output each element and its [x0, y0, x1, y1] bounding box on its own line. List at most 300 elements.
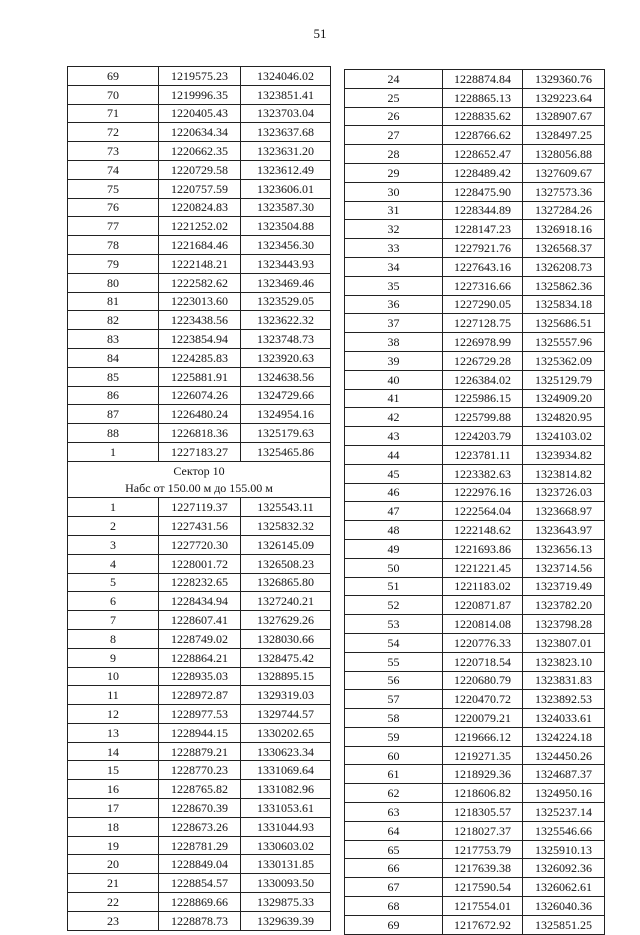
- table-row: [345, 502, 605, 521]
- x-coordinate-cell: 1228770.23: [159, 761, 241, 780]
- point-number-cell: 68: [345, 897, 443, 916]
- point-number-cell: 50: [345, 558, 443, 577]
- table-row: [68, 67, 331, 86]
- y-coordinate-cell: 1328907.67: [523, 107, 605, 126]
- point-number-cell: 25: [345, 88, 443, 107]
- point-number-cell: 44: [345, 445, 443, 464]
- table-row: [68, 592, 331, 611]
- point-number-cell: 39: [345, 351, 443, 370]
- x-coordinate-cell: 1220680.79: [443, 671, 523, 690]
- point-number-cell: 80: [68, 273, 159, 292]
- x-coordinate-cell: 1219666.12: [443, 727, 523, 746]
- table-row: [68, 761, 331, 780]
- x-coordinate-cell: 1225881.91: [159, 367, 241, 386]
- point-number-cell: 35: [345, 276, 443, 295]
- y-coordinate-cell: 1331069.64: [241, 761, 331, 780]
- table-row: [68, 629, 331, 648]
- x-coordinate-cell: 1228849.04: [159, 855, 241, 874]
- point-number-cell: 1: [68, 498, 159, 517]
- x-coordinate-cell: 1227183.27: [159, 442, 241, 461]
- y-coordinate-cell: 1323612.49: [241, 160, 331, 179]
- point-number-cell: 55: [345, 652, 443, 671]
- table-row: [345, 633, 605, 652]
- x-coordinate-cell: 1222582.62: [159, 273, 241, 292]
- table-row: [345, 915, 605, 934]
- x-coordinate-cell: 1226384.02: [443, 370, 523, 389]
- table-row: [345, 821, 605, 840]
- x-coordinate-cell: 1220470.72: [443, 690, 523, 709]
- table-row: [345, 427, 605, 446]
- y-coordinate-cell: 1323529.05: [241, 292, 331, 311]
- x-coordinate-cell: 1221183.02: [443, 577, 523, 596]
- y-coordinate-cell: 1325465.86: [241, 442, 331, 461]
- x-coordinate-cell: 1223382.63: [443, 464, 523, 483]
- x-coordinate-cell: 1220079.21: [443, 709, 523, 728]
- y-coordinate-cell: 1325179.63: [241, 424, 331, 443]
- x-coordinate-cell: 1222976.16: [443, 483, 523, 502]
- x-coordinate-cell: 1219271.35: [443, 746, 523, 765]
- x-coordinate-cell: 1228475.90: [443, 182, 523, 201]
- point-number-cell: 1: [68, 442, 159, 461]
- x-coordinate-cell: 1228977.53: [159, 705, 241, 724]
- y-coordinate-cell: 1325910.13: [523, 840, 605, 859]
- point-number-cell: 33: [345, 239, 443, 258]
- y-coordinate-cell: 1326918.16: [523, 220, 605, 239]
- table-row: [345, 389, 605, 408]
- point-number-cell: 22: [68, 893, 159, 912]
- x-coordinate-cell: 1226818.36: [159, 424, 241, 443]
- point-number-cell: 13: [68, 723, 159, 742]
- point-number-cell: 78: [68, 236, 159, 255]
- y-coordinate-cell: 1326092.36: [523, 859, 605, 878]
- x-coordinate-cell: 1222564.04: [443, 502, 523, 521]
- point-number-cell: 10: [68, 667, 159, 686]
- y-coordinate-cell: 1324033.61: [523, 709, 605, 728]
- y-coordinate-cell: 1324103.02: [523, 427, 605, 446]
- y-coordinate-cell: 1323606.01: [241, 179, 331, 198]
- y-coordinate-cell: 1326040.36: [523, 897, 605, 916]
- point-number-cell: 73: [68, 142, 159, 161]
- table-row: [68, 236, 331, 255]
- table-row: [68, 535, 331, 554]
- point-number-cell: 82: [68, 311, 159, 330]
- y-coordinate-cell: 1326568.37: [523, 239, 605, 258]
- y-coordinate-cell: 1327284.26: [523, 201, 605, 220]
- point-number-cell: 63: [345, 803, 443, 822]
- point-number-cell: 4: [68, 554, 159, 573]
- table-row: [68, 780, 331, 799]
- y-coordinate-cell: 1323714.56: [523, 558, 605, 577]
- x-coordinate-cell: 1226729.28: [443, 351, 523, 370]
- table-row: [345, 126, 605, 145]
- point-number-cell: 5: [68, 573, 159, 592]
- table-row: [68, 705, 331, 724]
- table-row: [345, 88, 605, 107]
- y-coordinate-cell: 1323823.10: [523, 652, 605, 671]
- y-coordinate-cell: 1329875.33: [241, 893, 331, 912]
- table-row: [345, 257, 605, 276]
- x-coordinate-cell: 1228232.65: [159, 573, 241, 592]
- point-number-cell: 70: [68, 85, 159, 104]
- y-coordinate-cell: 1326062.61: [523, 878, 605, 897]
- table-row: [345, 370, 605, 389]
- y-coordinate-cell: 1325686.51: [523, 314, 605, 333]
- x-coordinate-cell: 1225799.88: [443, 408, 523, 427]
- table-row: [68, 686, 331, 705]
- table-row: [345, 351, 605, 370]
- y-coordinate-cell: 1327240.21: [241, 592, 331, 611]
- y-coordinate-cell: 1328475.42: [241, 648, 331, 667]
- y-coordinate-cell: 1324638.56: [241, 367, 331, 386]
- x-coordinate-cell: 1228878.73: [159, 911, 241, 930]
- x-coordinate-cell: 1227316.66: [443, 276, 523, 295]
- y-coordinate-cell: 1327573.36: [523, 182, 605, 201]
- table-row: [345, 464, 605, 483]
- x-coordinate-cell: 1217554.01: [443, 897, 523, 916]
- y-coordinate-cell: 1323443.93: [241, 254, 331, 273]
- table-row: [345, 220, 605, 239]
- table-row: [68, 179, 331, 198]
- x-coordinate-cell: 1228652.47: [443, 145, 523, 164]
- point-number-cell: 51: [345, 577, 443, 596]
- y-coordinate-cell: 1324909.20: [523, 389, 605, 408]
- table-row: [345, 163, 605, 182]
- point-number-cell: 85: [68, 367, 159, 386]
- point-number-cell: 69: [345, 915, 443, 934]
- x-coordinate-cell: 1226480.24: [159, 405, 241, 424]
- x-coordinate-cell: 1227720.30: [159, 535, 241, 554]
- x-coordinate-cell: 1228670.39: [159, 799, 241, 818]
- x-coordinate-cell: 1220871.87: [443, 596, 523, 615]
- y-coordinate-cell: 1323622.32: [241, 311, 331, 330]
- y-coordinate-cell: 1323782.20: [523, 596, 605, 615]
- y-coordinate-cell: 1323798.28: [523, 615, 605, 634]
- point-number-cell: 3: [68, 535, 159, 554]
- table-row: [68, 104, 331, 123]
- y-coordinate-cell: 1323703.04: [241, 104, 331, 123]
- y-coordinate-cell: 1329223.64: [523, 88, 605, 107]
- x-coordinate-cell: 1218305.57: [443, 803, 523, 822]
- y-coordinate-cell: 1324687.37: [523, 765, 605, 784]
- y-coordinate-cell: 1330131.85: [241, 855, 331, 874]
- point-number-cell: 74: [68, 160, 159, 179]
- table-row: [68, 160, 331, 179]
- point-number-cell: 18: [68, 817, 159, 836]
- table-row: [68, 386, 331, 405]
- x-coordinate-cell: 1220757.59: [159, 179, 241, 198]
- table-row: [68, 667, 331, 686]
- y-coordinate-cell: 1331053.61: [241, 799, 331, 818]
- y-coordinate-cell: 1326145.09: [241, 535, 331, 554]
- point-number-cell: 16: [68, 780, 159, 799]
- y-coordinate-cell: 1325557.96: [523, 333, 605, 352]
- table-row: [345, 690, 605, 709]
- x-coordinate-cell: 1228781.29: [159, 836, 241, 855]
- x-coordinate-cell: 1220776.33: [443, 633, 523, 652]
- x-coordinate-cell: 1228765.82: [159, 780, 241, 799]
- table-row: [68, 817, 331, 836]
- table-row: [68, 893, 331, 912]
- x-coordinate-cell: 1227128.75: [443, 314, 523, 333]
- x-coordinate-cell: 1225986.15: [443, 389, 523, 408]
- table-row: [345, 558, 605, 577]
- y-coordinate-cell: 1328497.25: [523, 126, 605, 145]
- table-row: [68, 198, 331, 217]
- point-number-cell: 24: [345, 70, 443, 89]
- y-coordinate-cell: 1328056.88: [523, 145, 605, 164]
- point-number-cell: 84: [68, 348, 159, 367]
- table-row: [68, 292, 331, 311]
- table-row: [68, 367, 331, 386]
- table-row: [68, 554, 331, 573]
- y-coordinate-cell: 1325237.14: [523, 803, 605, 822]
- table-row: [68, 611, 331, 630]
- table-row: [345, 333, 605, 352]
- y-coordinate-cell: 1323748.73: [241, 330, 331, 349]
- x-coordinate-cell: 1217672.92: [443, 915, 523, 934]
- point-number-cell: 36: [345, 295, 443, 314]
- table-row: [68, 254, 331, 273]
- x-coordinate-cell: 1222148.62: [443, 521, 523, 540]
- x-coordinate-cell: 1228673.26: [159, 817, 241, 836]
- y-coordinate-cell: 1330623.34: [241, 742, 331, 761]
- y-coordinate-cell: 1326508.23: [241, 554, 331, 573]
- y-coordinate-cell: 1323726.03: [523, 483, 605, 502]
- y-coordinate-cell: 1323807.01: [523, 633, 605, 652]
- table-row: [345, 596, 605, 615]
- y-coordinate-cell: 1324954.16: [241, 405, 331, 424]
- point-number-cell: 86: [68, 386, 159, 405]
- point-number-cell: 17: [68, 799, 159, 818]
- point-number-cell: 41: [345, 389, 443, 408]
- point-number-cell: 83: [68, 330, 159, 349]
- sector-header-row: [68, 461, 331, 479]
- y-coordinate-cell: 1325851.25: [523, 915, 605, 934]
- x-coordinate-cell: 1228854.57: [159, 874, 241, 893]
- table-row: [68, 498, 331, 517]
- x-coordinate-cell: 1228869.66: [159, 893, 241, 912]
- x-coordinate-cell: 1220405.43: [159, 104, 241, 123]
- x-coordinate-cell: 1228879.21: [159, 742, 241, 761]
- table-row: [345, 295, 605, 314]
- point-number-cell: 48: [345, 521, 443, 540]
- point-number-cell: 66: [345, 859, 443, 878]
- x-coordinate-cell: 1221684.46: [159, 236, 241, 255]
- y-coordinate-cell: 1327609.67: [523, 163, 605, 182]
- y-coordinate-cell: 1325862.36: [523, 276, 605, 295]
- point-number-cell: 87: [68, 405, 159, 424]
- x-coordinate-cell: 1228972.87: [159, 686, 241, 705]
- point-number-cell: 65: [345, 840, 443, 859]
- x-coordinate-cell: 1218027.37: [443, 821, 523, 840]
- point-number-cell: 15: [68, 761, 159, 780]
- table-row: [68, 424, 331, 443]
- table-row: [345, 276, 605, 295]
- x-coordinate-cell: 1227431.56: [159, 517, 241, 536]
- y-coordinate-cell: 1329319.03: [241, 686, 331, 705]
- y-coordinate-cell: 1323814.82: [523, 464, 605, 483]
- point-number-cell: 29: [345, 163, 443, 182]
- y-coordinate-cell: 1329360.76: [523, 70, 605, 89]
- y-coordinate-cell: 1327629.26: [241, 611, 331, 630]
- point-number-cell: 7: [68, 611, 159, 630]
- point-number-cell: 56: [345, 671, 443, 690]
- point-number-cell: 75: [68, 179, 159, 198]
- y-coordinate-cell: 1331044.93: [241, 817, 331, 836]
- y-coordinate-cell: 1323637.68: [241, 123, 331, 142]
- table-row: [345, 483, 605, 502]
- x-coordinate-cell: 1223438.56: [159, 311, 241, 330]
- point-number-cell: 67: [345, 878, 443, 897]
- point-number-cell: 32: [345, 220, 443, 239]
- y-coordinate-cell: 1328895.15: [241, 667, 331, 686]
- point-number-cell: 12: [68, 705, 159, 724]
- x-coordinate-cell: 1221693.86: [443, 539, 523, 558]
- y-coordinate-cell: 1323892.53: [523, 690, 605, 709]
- x-coordinate-cell: 1226074.26: [159, 386, 241, 405]
- point-number-cell: 38: [345, 333, 443, 352]
- table-row: [345, 239, 605, 258]
- point-number-cell: 6: [68, 592, 159, 611]
- y-coordinate-cell: 1323656.13: [523, 539, 605, 558]
- y-coordinate-cell: 1325546.66: [523, 821, 605, 840]
- table-row: [68, 311, 331, 330]
- table-row: [345, 652, 605, 671]
- x-coordinate-cell: 1220634.34: [159, 123, 241, 142]
- x-coordinate-cell: 1228489.42: [443, 163, 523, 182]
- point-number-cell: 88: [68, 424, 159, 443]
- y-coordinate-cell: 1324820.95: [523, 408, 605, 427]
- table-row: [68, 85, 331, 104]
- table-row: [345, 182, 605, 201]
- point-number-cell: 69: [68, 67, 159, 86]
- point-number-cell: 34: [345, 257, 443, 276]
- table-row: [345, 859, 605, 878]
- x-coordinate-cell: 1228864.21: [159, 648, 241, 667]
- x-coordinate-cell: 1228749.02: [159, 629, 241, 648]
- y-coordinate-cell: 1329639.39: [241, 911, 331, 930]
- point-number-cell: 2: [68, 517, 159, 536]
- table-row: [345, 539, 605, 558]
- table-row: [345, 201, 605, 220]
- y-coordinate-cell: 1323719.49: [523, 577, 605, 596]
- x-coordinate-cell: 1221221.45: [443, 558, 523, 577]
- table-row: [68, 330, 331, 349]
- y-coordinate-cell: 1323831.83: [523, 671, 605, 690]
- table-body: [68, 67, 331, 931]
- x-coordinate-cell: 1228874.84: [443, 70, 523, 89]
- sector-subtitle-row: [68, 480, 331, 498]
- x-coordinate-cell: 1218606.82: [443, 784, 523, 803]
- y-coordinate-cell: 1326865.80: [241, 573, 331, 592]
- point-number-cell: 58: [345, 709, 443, 728]
- point-number-cell: 45: [345, 464, 443, 483]
- table-row: [345, 577, 605, 596]
- table-row: [68, 723, 331, 742]
- point-number-cell: 46: [345, 483, 443, 502]
- y-coordinate-cell: 1325834.18: [523, 295, 605, 314]
- table-row: [68, 799, 331, 818]
- x-coordinate-cell: 1228835.62: [443, 107, 523, 126]
- x-coordinate-cell: 1220662.35: [159, 142, 241, 161]
- table-row: [345, 445, 605, 464]
- table-row: [68, 855, 331, 874]
- x-coordinate-cell: 1222148.21: [159, 254, 241, 273]
- point-number-cell: 54: [345, 633, 443, 652]
- y-coordinate-cell: 1329744.57: [241, 705, 331, 724]
- coordinates-table-left: [67, 66, 331, 931]
- x-coordinate-cell: 1217753.79: [443, 840, 523, 859]
- coordinates-table-right: [344, 69, 605, 935]
- table-body: [345, 70, 605, 935]
- x-coordinate-cell: 1223013.60: [159, 292, 241, 311]
- table-row: [68, 217, 331, 236]
- table-row: [345, 709, 605, 728]
- y-coordinate-cell: 1323469.46: [241, 273, 331, 292]
- table-row: [345, 107, 605, 126]
- x-coordinate-cell: 1227643.16: [443, 257, 523, 276]
- table-row: [68, 123, 331, 142]
- point-number-cell: 30: [345, 182, 443, 201]
- y-coordinate-cell: 1326208.73: [523, 257, 605, 276]
- y-coordinate-cell: 1323668.97: [523, 502, 605, 521]
- table-row: [68, 911, 331, 930]
- y-coordinate-cell: 1330603.02: [241, 836, 331, 855]
- table-row: [345, 314, 605, 333]
- table-row: [68, 142, 331, 161]
- table-row: [345, 521, 605, 540]
- point-number-cell: 26: [345, 107, 443, 126]
- x-coordinate-cell: 1217639.38: [443, 859, 523, 878]
- x-coordinate-cell: 1224285.83: [159, 348, 241, 367]
- table-row: [345, 70, 605, 89]
- table-row: [345, 897, 605, 916]
- y-coordinate-cell: 1324046.02: [241, 67, 331, 86]
- table-row: [345, 671, 605, 690]
- x-coordinate-cell: 1228766.62: [443, 126, 523, 145]
- point-number-cell: 11: [68, 686, 159, 705]
- y-coordinate-cell: 1323851.41: [241, 85, 331, 104]
- point-number-cell: 62: [345, 784, 443, 803]
- x-coordinate-cell: 1219996.35: [159, 85, 241, 104]
- x-coordinate-cell: 1223781.11: [443, 445, 523, 464]
- point-number-cell: 43: [345, 427, 443, 446]
- point-number-cell: 20: [68, 855, 159, 874]
- point-number-cell: 9: [68, 648, 159, 667]
- table-row: [68, 874, 331, 893]
- point-number-cell: 61: [345, 765, 443, 784]
- x-coordinate-cell: 1224203.79: [443, 427, 523, 446]
- point-number-cell: 53: [345, 615, 443, 634]
- table-row: [345, 784, 605, 803]
- y-coordinate-cell: 1325832.32: [241, 517, 331, 536]
- y-coordinate-cell: 1324224.18: [523, 727, 605, 746]
- x-coordinate-cell: 1221252.02: [159, 217, 241, 236]
- x-coordinate-cell: 1220729.58: [159, 160, 241, 179]
- point-number-cell: 40: [345, 370, 443, 389]
- x-coordinate-cell: 1227921.76: [443, 239, 523, 258]
- point-number-cell: 47: [345, 502, 443, 521]
- x-coordinate-cell: 1219575.23: [159, 67, 241, 86]
- y-coordinate-cell: 1331082.96: [241, 780, 331, 799]
- y-coordinate-cell: 1330202.65: [241, 723, 331, 742]
- x-coordinate-cell: 1228344.89: [443, 201, 523, 220]
- x-coordinate-cell: 1228147.23: [443, 220, 523, 239]
- x-coordinate-cell: 1220718.54: [443, 652, 523, 671]
- y-coordinate-cell: 1323587.30: [241, 198, 331, 217]
- table-row: [345, 727, 605, 746]
- table-row: [68, 517, 331, 536]
